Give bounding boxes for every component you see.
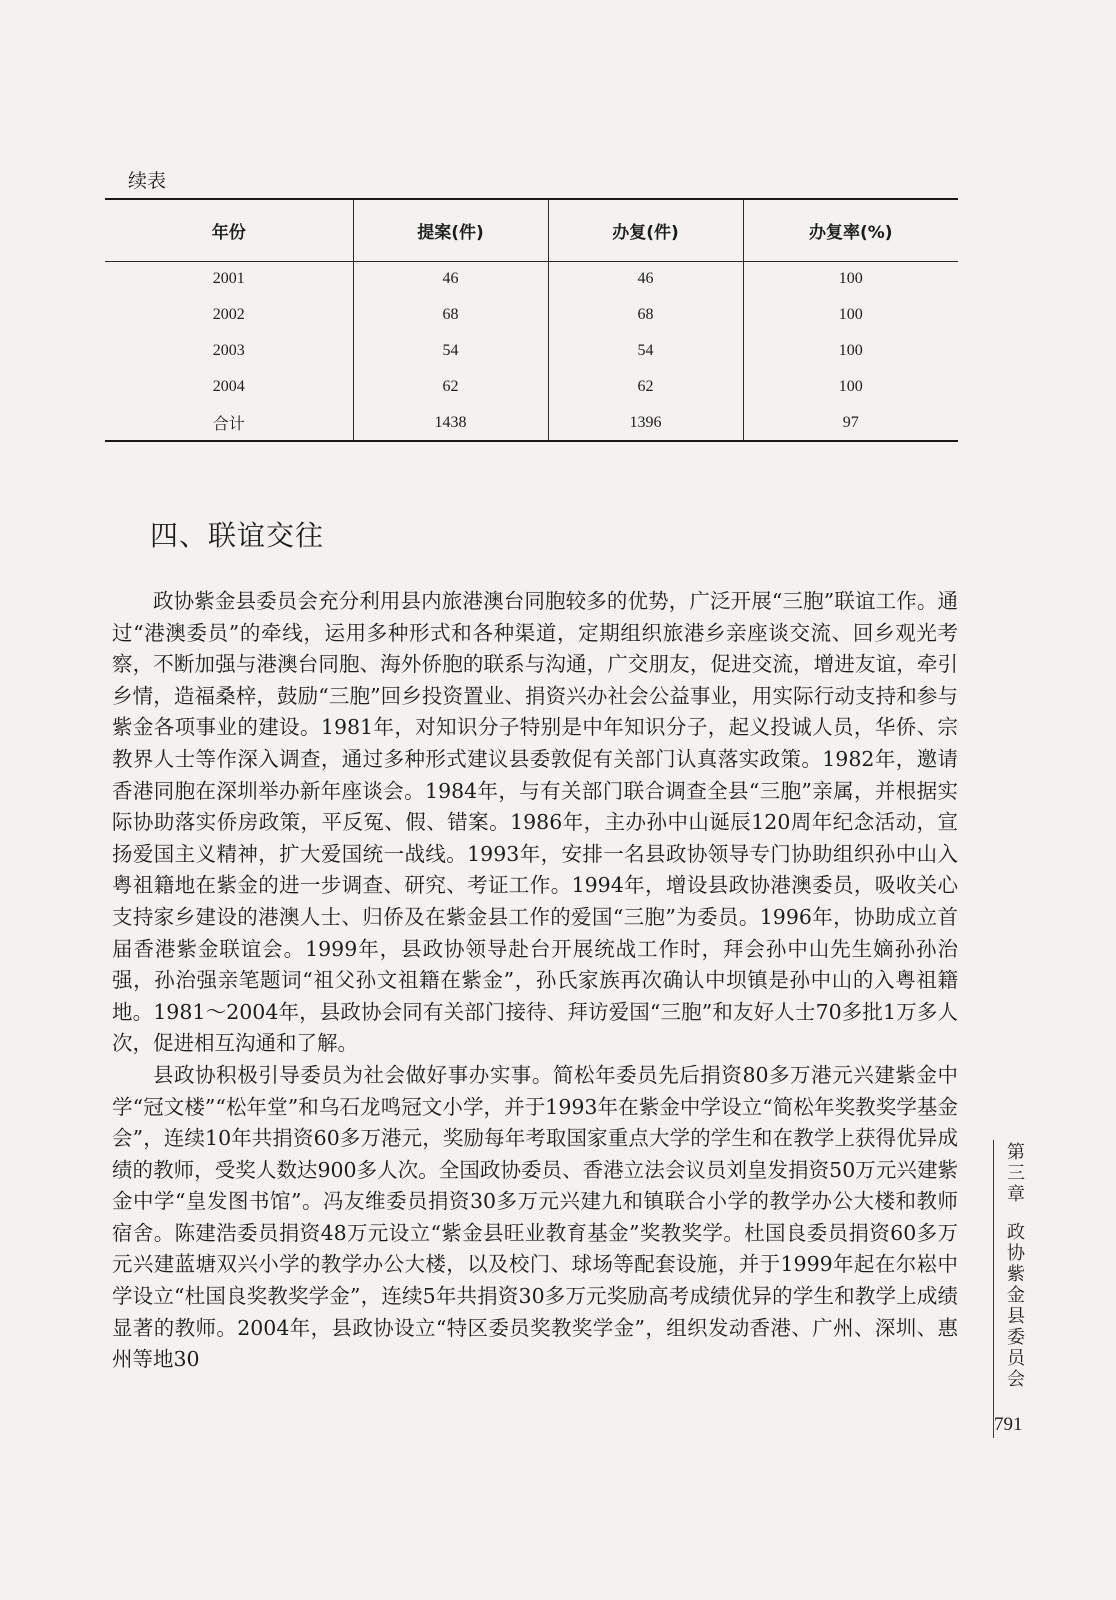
table-cell: 68 — [548, 297, 743, 333]
column-header-handled: 办复(件) — [548, 199, 743, 261]
paragraph: 政协紫金县委员会充分利用县内旅港澳台同胞较多的优势，广泛开展“三胞”联谊工作。通过“港澳委员”的牵线，运用多种形式和各种渠道，定期组织旅港乡亲座谈交流、回乡观光考察，不断加强与港澳台同胞、海外侨胞的联系与沟通，广交朋友，促进交流，增进友谊，牵引乡情，造福桑梓，鼓励“三胞”回乡投资置业、捐资兴办社会公益事业，用实际行动支持和参与紫金各项事业的建设。1981年，对知识分子特别是中年知识分子，起义投诚人员，华侨、宗教界人士等作深入调查，通过多种形式建议县委敦促有关部门认真落实政策。1982年，邀请香港同胞在深圳举办新年座谈会。1984年，与有关部门联合调查全县“三胞”亲属，并根据实际协助落实侨房政策，平反冤、假、错案。1986年，主办孙中山诞辰120周年纪念活动，宣扬爱国主义精神，扩大爱国统一战线。1993年，安排一名县政协领导专门协助组织孙中山入粤祖籍地在紫金的进一步调查、研究、考证工作。1994年，增设县政协港澳委员，吸收关心支持家乡建设的港澳人士、归侨及在紫金县工作的爱国“三胞”为委员。1996年，协助成立首届香港紫金联谊会。1999年，县政协领导赴台开展统战工作时，拜会孙中山先生嫡孙孙治强，孙治强亲笔题词“祖父孙文祖籍在紫金”，孙氏家族再次确认中坝镇是孙中山的入粤祖籍地。1981～2004年，县政协会同有关部门接待、拜访爱国“三胞”和友好人士70多批1万多人次，促进相互沟通和了解。 — [112, 589, 959, 1056]
body-text — [112, 586, 958, 1376]
table-header-row — [105, 199, 958, 261]
sidebar-divider — [993, 1140, 994, 1438]
sidebar-title: 政协紫金县委员会 — [1004, 1222, 1025, 1390]
table-cell: 62 — [353, 369, 548, 405]
table-row — [105, 297, 958, 333]
column-header-rate: 办复率(%) — [743, 199, 958, 261]
sidebar-chapter: 第三章 — [1004, 1142, 1025, 1205]
proposal-table — [105, 198, 958, 442]
table-cell: 1438 — [353, 405, 548, 441]
column-header-proposals: 提案(件) — [353, 199, 548, 261]
table-row — [105, 369, 958, 405]
section-heading: 四、联谊交往 — [150, 519, 325, 552]
table-cell: 54 — [548, 333, 743, 369]
table-row-total — [105, 405, 958, 441]
table-cell: 合计 — [105, 405, 353, 441]
table-cell: 54 — [353, 333, 548, 369]
table-row — [105, 261, 958, 297]
table-cell: 1396 — [548, 405, 743, 441]
table-cell: 62 — [548, 369, 743, 405]
paragraph: 县政协积极引导委员为社会做好事办实事。简松年委员先后捐资80多万港元兴建紫金中学“冠文楼”“松年堂”和乌石龙鸣冠文小学，并于1993年在紫金中学设立“简松年奖教奖学基金会”，连续10年共捐资60多万港元，奖励每年考取国家重点大学的学生和在教学上获得优异成绩的教师，受奖人数达900多人次。全国政协委员、香港立法会议员刘皇发捐资50万元兴建紫金中学“皇发图书馆”。冯友维委员捐资30多万元兴建九和镇联合小学的教学办公大楼和教师宿舍。陈建浩委员捐资48万元设立“紫金县旺业教育基金”奖教奖学。杜国良委员捐资60多万元兴建蓝塘双兴小学的教学办公大楼，以及校门、球场等配套设施，并于1999年起在尔崧中学设立“杜国良奖教奖学金”，连续5年共捐资30多万元奖励高考成绩优异的学生和教学上成绩显著的教师。2004年，县政协设立“特区委员奖教奖学金”，组织发动香港、广州、深圳、惠州等地30 — [112, 1062, 958, 1372]
table-cell: 2003 — [212, 342, 245, 359]
table-cell: 46 — [548, 261, 743, 297]
table-cell: 100 — [743, 261, 958, 297]
table-cell: 2002 — [212, 306, 245, 323]
table-cell: 100 — [743, 369, 958, 405]
table-cell: 2001 — [212, 270, 245, 288]
table-caption: 续表 — [128, 170, 167, 192]
table-cell: 46 — [353, 261, 548, 297]
table-cell: 100 — [743, 333, 958, 369]
table-cell: 68 — [353, 297, 548, 333]
table-cell: 97 — [743, 405, 958, 441]
column-header-year: 年份 — [105, 199, 353, 261]
page-number: 791 — [994, 1414, 1023, 1435]
table-row — [105, 333, 958, 369]
table-cell: 100 — [743, 297, 958, 333]
table-cell: 2004 — [212, 378, 245, 395]
